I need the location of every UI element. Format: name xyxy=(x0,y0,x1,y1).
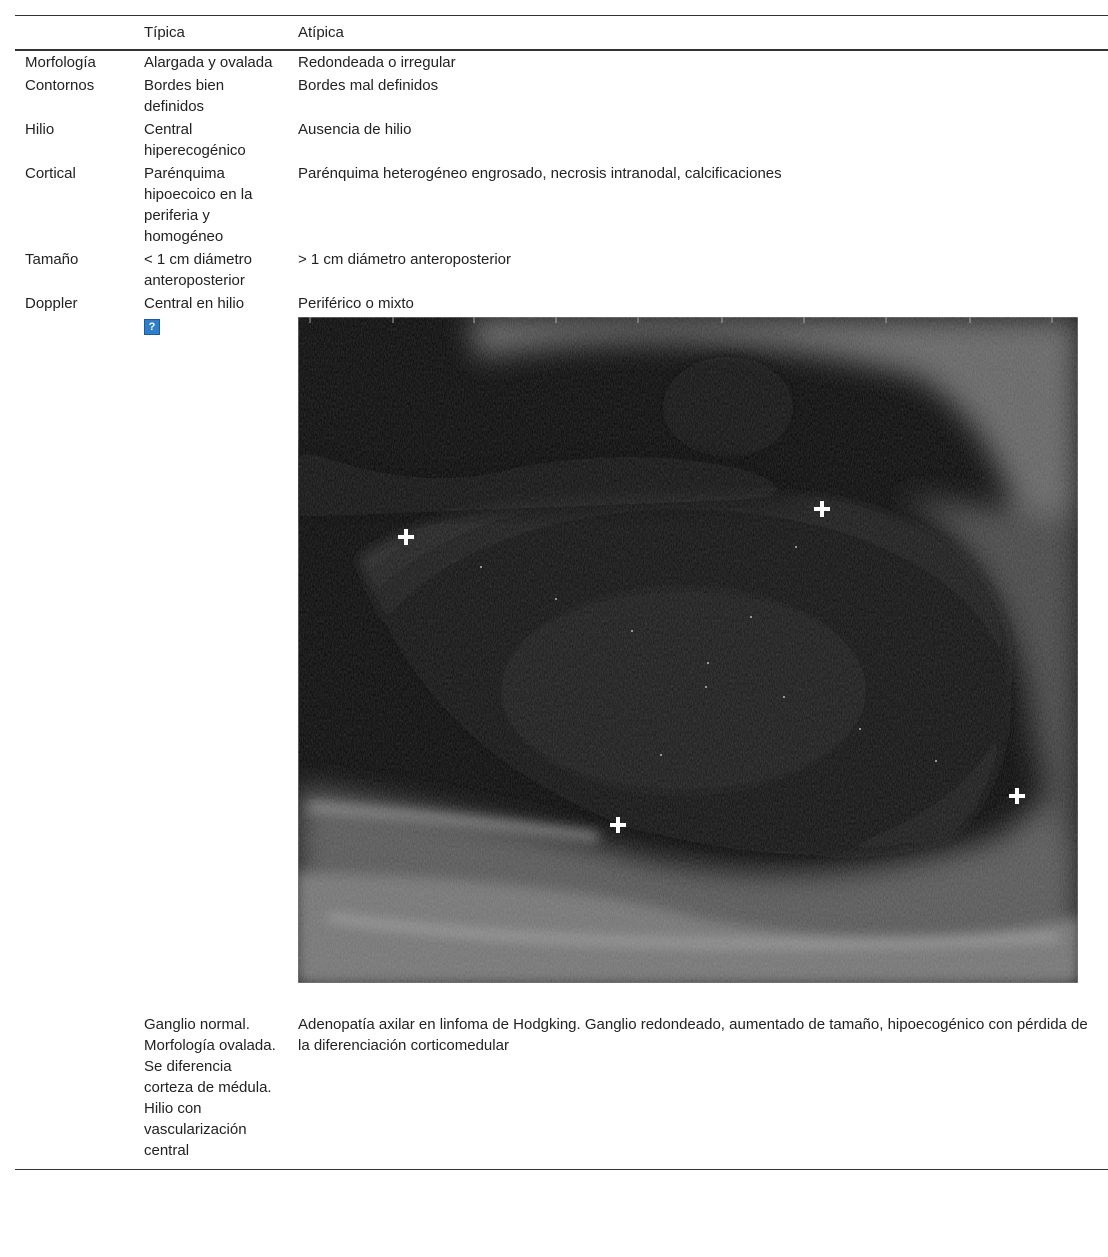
table-row-captions xyxy=(15,984,1108,1170)
row-label: Cortical xyxy=(25,165,76,182)
atypical-cell: > 1 cm diámetro anteroposterior xyxy=(298,251,512,268)
row-label: Morfología xyxy=(25,54,96,71)
atypical-cell xyxy=(288,292,1108,984)
header-empty xyxy=(15,16,134,51)
criteria-table-container xyxy=(15,15,1108,1170)
typical-caption: Ganglio normal. Morfología ovalada. Se diferencia corteza de médula. Hilio con vascularización central xyxy=(144,1016,276,1159)
table-header-row xyxy=(15,16,1108,51)
table-row-morfologia xyxy=(15,50,1108,74)
lymph-node-criteria-table xyxy=(15,15,1108,1170)
typical-cell: Central hiperecogénico xyxy=(144,121,246,159)
caption-empty xyxy=(15,984,134,1170)
row-label: Doppler xyxy=(25,295,78,312)
atypical-caption: Adenopatía axilar en linfoma de Hodgking. Ganglio redondeado, aumentado de tamaño, hipoecogénico con pérdida de la diferenciación corticomedular xyxy=(298,1016,1088,1054)
table-row-hilio xyxy=(15,118,1108,162)
atypical-cell: Parénquima heterogéneo engrosado, necrosis intranodal, calcificaciones xyxy=(298,165,782,182)
header-atypical: Atípica xyxy=(298,24,344,41)
atypical-cell: Redondeada o irregular xyxy=(298,54,456,71)
row-label: Tamaño xyxy=(25,251,79,268)
ultrasound-image xyxy=(298,317,1078,983)
typical-doppler-text: Central en hilio xyxy=(144,295,245,312)
typical-cell: < 1 cm diámetro anteroposterior xyxy=(144,251,252,289)
table-row-cortical xyxy=(15,162,1108,248)
table-row-tamano xyxy=(15,248,1108,292)
typical-cell: Bordes bien definidos xyxy=(144,77,225,115)
atypical-cell: Bordes mal definidos xyxy=(298,77,439,94)
table-row-doppler xyxy=(15,292,1108,984)
typical-cell xyxy=(134,292,288,984)
atypical-doppler-text: Periférico o mixto xyxy=(298,295,414,312)
typical-cell: Parénquima hipoecoico en la periferia y homogéneo xyxy=(144,165,253,245)
row-label: Hilio xyxy=(25,121,55,138)
header-typical: Típica xyxy=(144,24,185,41)
typical-cell: Alargada y ovalada xyxy=(144,54,273,71)
row-label: Contornos xyxy=(25,77,95,94)
image-thumbnail-icon[interactable]: ? xyxy=(144,319,160,335)
table-row-contornos xyxy=(15,74,1108,118)
atypical-cell: Ausencia de hilio xyxy=(298,121,412,138)
